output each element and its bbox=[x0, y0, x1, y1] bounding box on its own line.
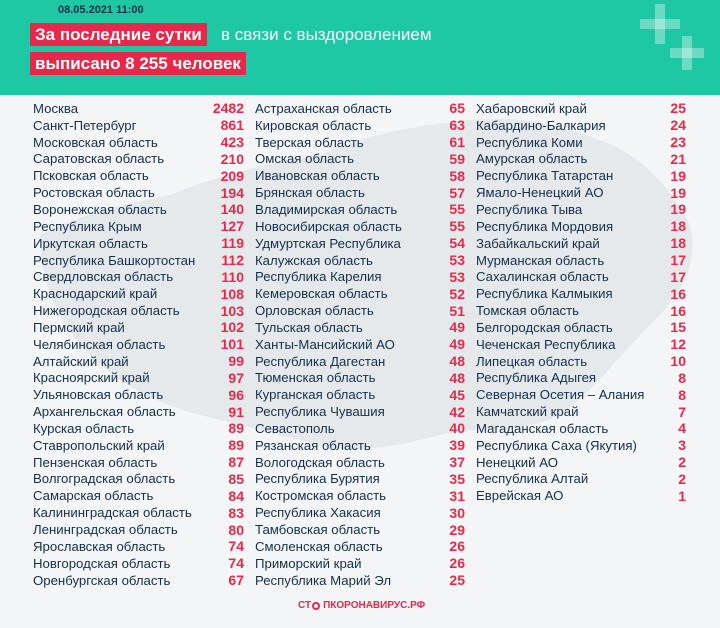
region-row bbox=[476, 319, 686, 336]
region-value: 194 bbox=[220, 184, 244, 201]
region-name: Нижегородская область bbox=[33, 303, 180, 319]
region-value: 57 bbox=[449, 184, 465, 201]
region-name: Кировская область bbox=[255, 117, 372, 133]
region-row bbox=[33, 218, 244, 235]
region-name: Кабардино-Балкария bbox=[476, 117, 606, 133]
region-name: Омская область bbox=[255, 151, 354, 167]
region-row bbox=[476, 370, 686, 387]
region-row bbox=[255, 285, 465, 302]
region-row bbox=[33, 252, 244, 269]
region-column-1 bbox=[33, 100, 244, 588]
region-row bbox=[33, 521, 244, 538]
region-value: 84 bbox=[228, 487, 244, 504]
region-value: 103 bbox=[220, 302, 244, 319]
region-value: 40 bbox=[449, 420, 465, 437]
region-value: 37 bbox=[449, 454, 465, 471]
region-name: Самарская область bbox=[33, 488, 154, 504]
region-value: 8 bbox=[678, 369, 686, 386]
region-value: 83 bbox=[228, 504, 244, 521]
region-name: Забайкальский край bbox=[476, 235, 600, 251]
region-value: 16 bbox=[670, 302, 686, 319]
brand-suffix: ПКОРОНАВИРУС.РФ bbox=[323, 600, 426, 611]
region-value: 17 bbox=[670, 252, 686, 269]
region-value: 140 bbox=[220, 201, 244, 218]
region-row bbox=[476, 268, 686, 285]
region-column-3 bbox=[476, 100, 686, 504]
region-name: Владимирская область bbox=[255, 201, 398, 217]
region-row bbox=[476, 386, 686, 403]
region-name: Курская область bbox=[33, 420, 135, 436]
region-name: Воронежская область bbox=[33, 201, 167, 217]
region-value: 87 bbox=[228, 454, 244, 471]
region-name: Рязанская область bbox=[255, 437, 371, 453]
region-row bbox=[476, 403, 686, 420]
region-name: Приморский край bbox=[255, 555, 362, 571]
region-value: 49 bbox=[449, 336, 465, 353]
region-name: Иркутская область bbox=[33, 235, 148, 251]
region-name: Орловская область bbox=[255, 303, 374, 319]
region-row bbox=[255, 302, 465, 319]
region-name: Краснодарский край bbox=[33, 286, 158, 302]
region-row bbox=[33, 151, 244, 168]
region-value: 8 bbox=[678, 386, 686, 403]
region-row bbox=[476, 285, 686, 302]
region-value: 49 bbox=[449, 319, 465, 336]
region-row bbox=[33, 100, 244, 117]
region-name: Астраханская область bbox=[255, 100, 392, 116]
region-name: Пензенская область bbox=[33, 454, 158, 470]
region-name: Белгородская область bbox=[476, 319, 613, 335]
region-value: 53 bbox=[449, 268, 465, 285]
region-name: Псковская область bbox=[33, 168, 149, 184]
region-row bbox=[255, 151, 465, 168]
region-value: 29 bbox=[449, 521, 465, 538]
region-name: Республика Алтай bbox=[476, 471, 589, 487]
region-row bbox=[476, 218, 686, 235]
region-value: 2482 bbox=[212, 100, 244, 117]
region-name: Брянская область bbox=[255, 185, 365, 201]
region-row bbox=[33, 555, 244, 572]
region-name: Республика Мордовия bbox=[476, 218, 614, 234]
region-value: 17 bbox=[670, 268, 686, 285]
region-row bbox=[476, 302, 686, 319]
region-value: 26 bbox=[449, 538, 465, 555]
region-name: Оренбургская область bbox=[33, 572, 171, 588]
region-name: Республика Калмыкия bbox=[476, 286, 613, 302]
region-name: Ненецкий АО bbox=[476, 454, 558, 470]
region-value: 65 bbox=[449, 100, 465, 117]
region-row bbox=[476, 471, 686, 488]
region-value: 31 bbox=[449, 487, 465, 504]
region-name: Московская область bbox=[33, 134, 158, 150]
region-name: Магаданская область bbox=[476, 420, 609, 436]
region-name: Республика Тыва bbox=[476, 201, 583, 217]
region-column-2 bbox=[255, 100, 465, 588]
region-value: 23 bbox=[670, 134, 686, 151]
region-value: 48 bbox=[449, 369, 465, 386]
region-value: 67 bbox=[228, 572, 244, 589]
region-value: 97 bbox=[228, 369, 244, 386]
region-value: 7 bbox=[678, 403, 686, 420]
region-row bbox=[476, 336, 686, 353]
region-name: Красноярский край bbox=[33, 370, 150, 386]
region-value: 61 bbox=[449, 134, 465, 151]
region-row bbox=[33, 504, 244, 521]
region-value: 15 bbox=[670, 319, 686, 336]
region-name: Северная Осетия – Алания bbox=[476, 387, 645, 403]
region-name: Пермский край bbox=[33, 319, 125, 335]
region-value: 59 bbox=[449, 150, 465, 167]
region-row bbox=[476, 134, 686, 151]
region-name: Республика Крым bbox=[33, 218, 142, 234]
region-row bbox=[33, 487, 244, 504]
region-value: 127 bbox=[220, 218, 244, 235]
region-value: 58 bbox=[449, 167, 465, 184]
region-value: 89 bbox=[228, 437, 244, 454]
region-row bbox=[33, 302, 244, 319]
region-name: Мурманская область bbox=[476, 252, 605, 268]
region-name: Республика Бурятия bbox=[255, 471, 380, 487]
region-row bbox=[33, 437, 244, 454]
region-row bbox=[33, 268, 244, 285]
region-value: 42 bbox=[449, 403, 465, 420]
region-row bbox=[33, 319, 244, 336]
region-name: Тульская область bbox=[255, 319, 363, 335]
region-row bbox=[476, 437, 686, 454]
region-row bbox=[476, 201, 686, 218]
region-row bbox=[255, 572, 465, 589]
region-name: Тамбовская область bbox=[255, 522, 381, 538]
region-row bbox=[33, 353, 244, 370]
region-row bbox=[33, 235, 244, 252]
report-date: 08.05.2021 11:00 bbox=[58, 4, 144, 16]
region-row bbox=[255, 386, 465, 403]
region-name: Ставропольский край bbox=[33, 437, 165, 453]
region-row bbox=[33, 336, 244, 353]
region-row bbox=[255, 538, 465, 555]
region-name: Еврейская АО bbox=[476, 488, 564, 504]
region-value: 108 bbox=[220, 285, 244, 302]
region-value: 861 bbox=[220, 117, 244, 134]
region-row bbox=[476, 100, 686, 117]
region-value: 96 bbox=[228, 386, 244, 403]
region-name: Республика Марий Эл bbox=[255, 572, 392, 588]
region-name: Ивановская область bbox=[255, 168, 380, 184]
headline-highlight-2: выписано 8 255 человек bbox=[30, 52, 246, 75]
region-name: Томская область bbox=[476, 303, 580, 319]
region-value: 3 bbox=[678, 437, 686, 454]
region-name: Республика Саха (Якутия) bbox=[476, 437, 637, 453]
region-value: 1 bbox=[678, 487, 686, 504]
region-value: 10 bbox=[670, 353, 686, 370]
region-name: Республика Карелия bbox=[255, 269, 382, 285]
region-value: 74 bbox=[228, 538, 244, 555]
region-row bbox=[33, 201, 244, 218]
region-name: Сахалинская область bbox=[476, 269, 609, 285]
region-row bbox=[33, 134, 244, 151]
region-value: 209 bbox=[220, 167, 244, 184]
region-value: 2 bbox=[678, 470, 686, 487]
region-row bbox=[33, 471, 244, 488]
region-name: Севастополь bbox=[255, 420, 335, 436]
region-value: 101 bbox=[220, 336, 244, 353]
header-banner bbox=[0, 0, 720, 95]
footer-brand bbox=[298, 600, 425, 611]
region-value: 30 bbox=[449, 504, 465, 521]
region-row bbox=[255, 252, 465, 269]
region-value: 210 bbox=[220, 150, 244, 167]
region-name: Республика Адыгея bbox=[476, 370, 597, 386]
region-value: 102 bbox=[220, 319, 244, 336]
region-row bbox=[255, 117, 465, 134]
region-row bbox=[476, 487, 686, 504]
region-name: Костромская область bbox=[255, 488, 387, 504]
region-name: Ярославская область bbox=[33, 538, 166, 554]
region-name: Саратовская область bbox=[33, 151, 165, 167]
region-value: 52 bbox=[449, 285, 465, 302]
region-name: Ульяновская область bbox=[33, 387, 164, 403]
region-value: 39 bbox=[449, 437, 465, 454]
region-value: 19 bbox=[670, 167, 686, 184]
region-name: Республика Дагестан bbox=[255, 353, 386, 369]
region-row bbox=[255, 235, 465, 252]
region-row bbox=[476, 184, 686, 201]
plus-decoration-icon bbox=[670, 36, 704, 70]
region-name: Ханты-Мансийский АО bbox=[255, 336, 395, 352]
region-name: Ростовская область bbox=[33, 185, 155, 201]
region-row bbox=[476, 167, 686, 184]
region-value: 85 bbox=[228, 470, 244, 487]
region-name: Челябинская область bbox=[33, 336, 166, 352]
region-row bbox=[33, 167, 244, 184]
region-name: Волгоградская область bbox=[33, 471, 176, 487]
region-row bbox=[476, 117, 686, 134]
region-name: Тверская область bbox=[255, 134, 364, 150]
region-value: 55 bbox=[449, 218, 465, 235]
region-value: 63 bbox=[449, 117, 465, 134]
region-row bbox=[255, 420, 465, 437]
region-name: Камчатский край bbox=[476, 404, 579, 420]
region-name: Республика Татарстан bbox=[476, 168, 614, 184]
region-value: 18 bbox=[670, 235, 686, 252]
region-row bbox=[255, 454, 465, 471]
region-name: Тюменская область bbox=[255, 370, 376, 386]
region-name: Чеченская Республика bbox=[476, 336, 616, 352]
region-name: Республика Чувашия bbox=[255, 404, 385, 420]
region-value: 51 bbox=[449, 302, 465, 319]
region-row bbox=[255, 521, 465, 538]
region-value: 19 bbox=[670, 201, 686, 218]
region-name: Липецкая область bbox=[476, 353, 588, 369]
region-value: 119 bbox=[221, 235, 244, 252]
region-row bbox=[255, 555, 465, 572]
headline-text-1: в связи с выздоровлением bbox=[221, 25, 432, 44]
region-value: 25 bbox=[449, 572, 465, 589]
region-row bbox=[255, 487, 465, 504]
region-name: Калининградская область bbox=[33, 505, 192, 521]
region-value: 12 bbox=[670, 336, 686, 353]
region-row bbox=[255, 336, 465, 353]
region-row bbox=[255, 100, 465, 117]
region-row bbox=[255, 268, 465, 285]
region-value: 48 bbox=[449, 353, 465, 370]
region-name: Республика Башкортостан bbox=[33, 252, 196, 268]
region-name: Санкт-Петербург bbox=[33, 117, 137, 133]
region-name: Хабаровский край bbox=[476, 100, 587, 116]
region-value: 24 bbox=[670, 117, 686, 134]
region-name: Архангельская область bbox=[33, 404, 176, 420]
region-row bbox=[255, 353, 465, 370]
region-name: Москва bbox=[33, 100, 79, 116]
region-row bbox=[33, 386, 244, 403]
region-row bbox=[33, 184, 244, 201]
region-row bbox=[33, 572, 244, 589]
region-value: 35 bbox=[449, 470, 465, 487]
region-name: Курганская область bbox=[255, 387, 376, 403]
region-value: 423 bbox=[220, 134, 244, 151]
region-name: Смоленская область bbox=[255, 538, 383, 554]
region-value: 110 bbox=[221, 268, 244, 285]
region-row bbox=[476, 353, 686, 370]
region-name: Алтайский край bbox=[33, 353, 129, 369]
region-value: 25 bbox=[670, 100, 686, 117]
region-value: 99 bbox=[228, 353, 244, 370]
headline-highlight-1: За последние сутки bbox=[30, 23, 207, 46]
region-value: 80 bbox=[228, 521, 244, 538]
region-name: Калужская область bbox=[255, 252, 373, 268]
region-value: 74 bbox=[228, 555, 244, 572]
region-name: Ленинградская область bbox=[33, 522, 178, 538]
region-value: 4 bbox=[678, 420, 686, 437]
region-value: 18 bbox=[670, 218, 686, 235]
region-value: 55 bbox=[449, 201, 465, 218]
region-row bbox=[33, 370, 244, 387]
region-row bbox=[476, 235, 686, 252]
region-name: Свердловская область bbox=[33, 269, 174, 285]
region-name: Ямало-Ненецкий АО bbox=[476, 185, 604, 201]
region-row bbox=[255, 437, 465, 454]
region-row bbox=[33, 117, 244, 134]
region-value: 112 bbox=[221, 252, 244, 269]
region-row bbox=[33, 538, 244, 555]
region-row bbox=[255, 134, 465, 151]
region-value: 2 bbox=[678, 454, 686, 471]
region-row bbox=[255, 184, 465, 201]
region-row bbox=[476, 420, 686, 437]
region-name: Амурская область bbox=[476, 151, 588, 167]
region-row bbox=[255, 471, 465, 488]
region-row bbox=[255, 201, 465, 218]
region-row bbox=[476, 151, 686, 168]
region-value: 91 bbox=[228, 403, 244, 420]
region-name: Республика Коми bbox=[476, 134, 583, 150]
region-value: 26 bbox=[449, 555, 465, 572]
region-row bbox=[33, 403, 244, 420]
region-row bbox=[33, 285, 244, 302]
region-name: Республика Хакасия bbox=[255, 505, 381, 521]
region-row bbox=[476, 454, 686, 471]
region-name: Вологодская область bbox=[255, 454, 385, 470]
region-row bbox=[255, 403, 465, 420]
brand-prefix: СТ bbox=[298, 600, 312, 611]
region-row bbox=[255, 504, 465, 521]
region-row bbox=[33, 454, 244, 471]
region-row bbox=[255, 167, 465, 184]
region-name: Кемеровская область bbox=[255, 286, 388, 302]
region-row bbox=[255, 218, 465, 235]
region-name: Новгородская область bbox=[33, 555, 171, 571]
region-value: 21 bbox=[670, 150, 686, 167]
region-row bbox=[255, 370, 465, 387]
region-row bbox=[255, 319, 465, 336]
region-value: 19 bbox=[670, 184, 686, 201]
region-value: 45 bbox=[449, 386, 465, 403]
region-row bbox=[476, 252, 686, 269]
region-value: 54 bbox=[449, 235, 465, 252]
region-row bbox=[33, 420, 244, 437]
region-value: 53 bbox=[449, 252, 465, 269]
region-name: Удмуртская Республика bbox=[255, 235, 401, 251]
brand-ring-icon bbox=[312, 602, 320, 610]
region-value: 16 bbox=[670, 285, 686, 302]
region-value: 89 bbox=[228, 420, 244, 437]
region-name: Новосибирская область bbox=[255, 218, 402, 234]
